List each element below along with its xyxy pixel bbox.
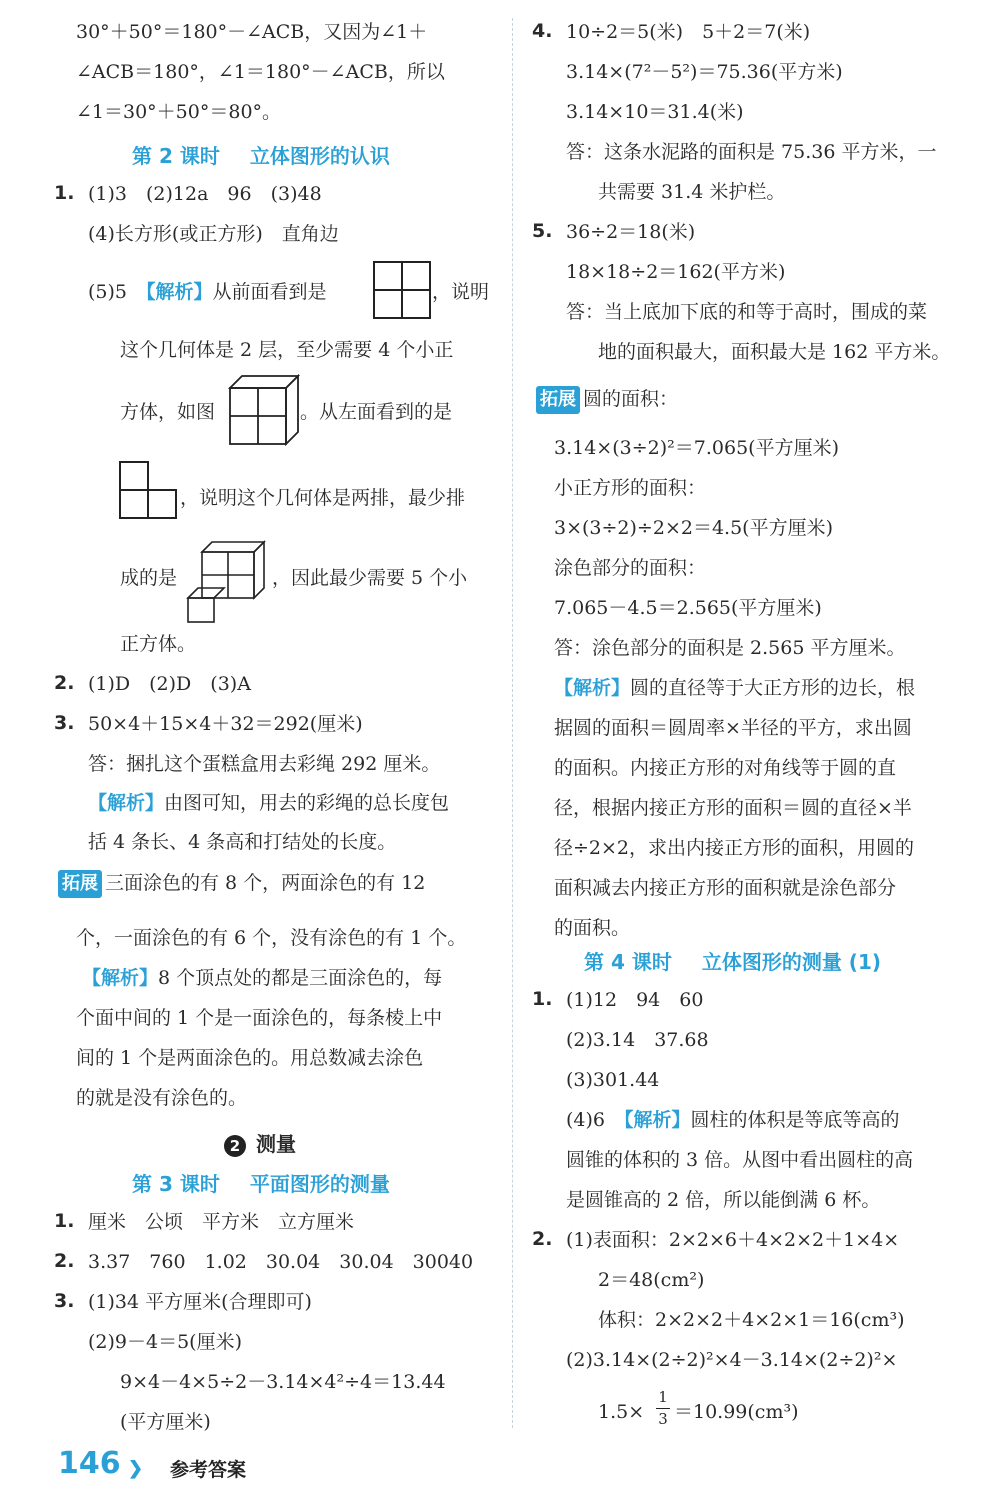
unit-heading — [224, 1128, 296, 1157]
text-line: ，说明这个几何体是两排，最少排 — [180, 487, 466, 509]
text-line: 地的面积最大，面积最大是 162 平方米。 — [598, 341, 951, 363]
text-line: 圆锥的体积的 3 倍。从图中看出圆柱的高 — [566, 1149, 914, 1171]
text-line: 面积减去内接正方形的面积就是涂色部分 — [554, 877, 897, 899]
text-line: ，说明 — [432, 281, 490, 303]
question-number: 2. — [532, 1228, 553, 1250]
text-line: 的就是没有涂色的。 — [76, 1087, 248, 1109]
text-line: 50×4＋15×4＋32＝292(厘米) — [88, 713, 363, 735]
text-line — [82, 966, 442, 990]
question-number: 3. — [54, 1290, 75, 1312]
text-line: (1)表面积：2×2×6＋4×2×2＋1×4× — [566, 1229, 900, 1251]
front-view-figure — [372, 260, 432, 320]
text-line: 的面积。内接正方形的对角线等于圆的直 — [554, 757, 897, 779]
text-line: 这个几何体是 2 层，至少需要 4 个小正 — [120, 339, 454, 361]
lesson-number: 第 3 课时 — [132, 1172, 220, 1196]
text-line: 是圆锥高的 2 倍，所以能倒满 6 杯。 — [566, 1189, 881, 1211]
text-line: 3.37 760 1.02 30.04 30.04 30040 — [88, 1251, 474, 1273]
text-line: (2)3.14 37.68 — [566, 1029, 709, 1051]
text-line — [88, 791, 449, 815]
text-line: (3)301.44 — [566, 1069, 660, 1091]
text-line: 径÷2×2，求出内接正方形的面积，用圆的 — [554, 837, 915, 859]
text-line — [58, 870, 425, 898]
question-number: 2. — [54, 1250, 75, 1272]
text-line: (1)3 (2)12a 96 (3)48 — [88, 183, 322, 205]
text-line: 10÷2＝5(米) 5＋2＝7(米) — [566, 21, 811, 43]
text-line — [554, 676, 915, 700]
text-line: 36÷2＝18(米) — [566, 221, 696, 243]
text-line: (1)12 94 60 — [566, 989, 704, 1011]
question-number: 2. — [54, 672, 75, 694]
fraction-bar — [656, 1408, 670, 1409]
text-line: (1)34 平方厘米(合理即可) — [88, 1291, 312, 1313]
text-line: 答：当上底加下底的和等于高时，围成的菜 — [566, 301, 928, 323]
analysis-tag: 【解析】 — [554, 677, 631, 699]
column-divider — [512, 18, 513, 1428]
cube-stack-figure — [228, 374, 300, 446]
fraction-denominator: 3 — [658, 1410, 668, 1428]
text-line — [536, 386, 678, 414]
footer-label: 参考答案 — [170, 1459, 247, 1481]
text-line: 7.065－4.5＝2.565(平方厘米) — [554, 597, 822, 619]
text-line: 括 4 条长、4 条高和打结处的长度。 — [88, 831, 397, 853]
lesson-3-heading — [132, 1168, 390, 1197]
text-line: 3×(3÷2)÷2×2＝4.5(平方厘米) — [554, 517, 833, 539]
left-view-figure — [118, 460, 180, 522]
unit-number-badge: 2 — [224, 1135, 246, 1157]
text-span: 从前面看到是 — [212, 281, 327, 303]
text-line: ∠ACB＝180°，∠1＝180°－∠ACB，所以 — [76, 61, 445, 83]
text-span: 由图可知，用去的彩绳的总长度包 — [164, 792, 450, 814]
lesson-title: 立体图形的测量 (1) — [701, 950, 882, 974]
text-line: 18×18÷2＝162(平方米) — [566, 261, 786, 283]
text-line: 1.5× — [598, 1401, 645, 1423]
page-number: 146 — [58, 1446, 121, 1481]
arrow-icon: ❯ — [128, 1458, 144, 1479]
text-line: 方体，如图 — [120, 401, 216, 423]
text-line: 答：这条水泥路的面积是 75.36 平方米，一 — [566, 141, 937, 163]
text-line: (平方厘米) — [120, 1411, 211, 1433]
question-number: 1. — [54, 1210, 75, 1232]
question-number: 1. — [54, 182, 75, 204]
question-number: 5. — [532, 220, 553, 242]
text-line: 3.14×10＝31.4(米) — [566, 101, 744, 123]
lesson-title: 立体图形的认识 — [249, 144, 390, 168]
text-line: 答：捆扎这个蛋糕盒用去彩绳 292 厘米。 — [88, 753, 441, 775]
text-line: 。从左面看到的是 — [300, 401, 453, 423]
lesson-2-heading — [132, 140, 390, 169]
question-number: 4. — [532, 20, 553, 42]
sub-answer: (5)5 — [88, 281, 147, 303]
analysis-tag: 【解析】 — [88, 792, 165, 814]
text-line: 30°＋50°＝180°－∠ACB，又因为∠1＋ — [76, 21, 428, 43]
question-number: 3. — [54, 712, 75, 734]
text-line — [88, 280, 327, 304]
text-span: 圆的直径等于大正方形的边长，根 — [630, 677, 916, 699]
text-line: (2)3.14×(2÷2)²×4－3.14×(2÷2)²× — [566, 1349, 898, 1371]
lesson-title: 平面图形的测量 — [249, 1172, 390, 1196]
unit-title: 测量 — [256, 1132, 296, 1156]
fraction-numerator: 1 — [658, 1388, 668, 1406]
analysis-tag: 【解析】 — [82, 967, 159, 989]
text-line: 3.14×(7²－5²)＝75.36(平方米) — [566, 61, 843, 83]
text-line: 个，一面涂色的有 6 个，没有涂色的有 1 个。 — [76, 927, 467, 949]
text-line: 成的是 — [120, 567, 178, 589]
text-line: ，因此最少需要 5 个小 — [272, 567, 468, 589]
lesson-number: 第 2 课时 — [132, 144, 220, 168]
text-line: (4)长方形(或正方形) 直角边 — [88, 223, 339, 245]
text-line: 正方体。 — [120, 633, 197, 655]
text-span: 圆柱的体积是等底等高的 — [690, 1109, 900, 1131]
text-line: (1)D (2)D (3)A — [88, 673, 251, 695]
text-line: ∠1＝30°＋50°＝80°。 — [76, 101, 282, 123]
text-line: 9×4－4×5÷2－3.14×4²÷4＝13.44 — [120, 1371, 446, 1393]
text-line: (2)9－4＝5(厘米) — [88, 1331, 243, 1353]
text-span: 三面涂色的有 8 个，两面涂色的有 12 — [105, 872, 426, 894]
text-line: 的面积。 — [554, 917, 631, 939]
text-line: 径，根据内接正方形的面积＝圆的直径×半 — [554, 797, 912, 819]
extension-tag: 拓展 — [536, 386, 580, 414]
text-line — [566, 1108, 900, 1132]
analysis-tag: 【解析】 — [146, 281, 213, 303]
text-line: 共需要 31.4 米护栏。 — [598, 181, 786, 203]
text-line: 小正方形的面积： — [554, 477, 707, 499]
text-line: 2＝48(cm²) — [598, 1269, 705, 1291]
analysis-tag: 【解析】 — [624, 1109, 691, 1131]
lesson-number: 第 4 课时 — [584, 950, 672, 974]
text-line: 涂色部分的面积： — [554, 557, 707, 579]
text-line: 3.14×(3÷2)²＝7.065(平方厘米) — [554, 437, 839, 459]
text-line: 答：涂色部分的面积是 2.565 平方厘米。 — [554, 637, 906, 659]
text-line: 间的 1 个是两面涂色的。用总数减去涂色 — [76, 1047, 424, 1069]
text-span: 8 个顶点处的都是三面涂色的，每 — [158, 967, 443, 989]
lesson-4-heading — [584, 946, 881, 975]
text-line: 据圆的面积＝圆周率×半径的平方，求出圆 — [554, 717, 912, 739]
sub-answer: (4)6 — [566, 1109, 625, 1131]
extension-tag: 拓展 — [58, 870, 102, 898]
text-line: 体积：2×2×2＋4×2×1＝16(cm³) — [598, 1309, 905, 1331]
text-line: ＝10.99(cm³) — [674, 1401, 799, 1423]
question-number: 1. — [532, 988, 553, 1010]
five-cube-figure — [186, 540, 272, 626]
text-line: 个面中间的 1 个是一面涂色的，每条棱上中 — [76, 1007, 443, 1029]
text-line: 厘米 公顷 平方米 立方厘米 — [88, 1211, 355, 1233]
text-span: 圆的面积： — [583, 388, 679, 410]
